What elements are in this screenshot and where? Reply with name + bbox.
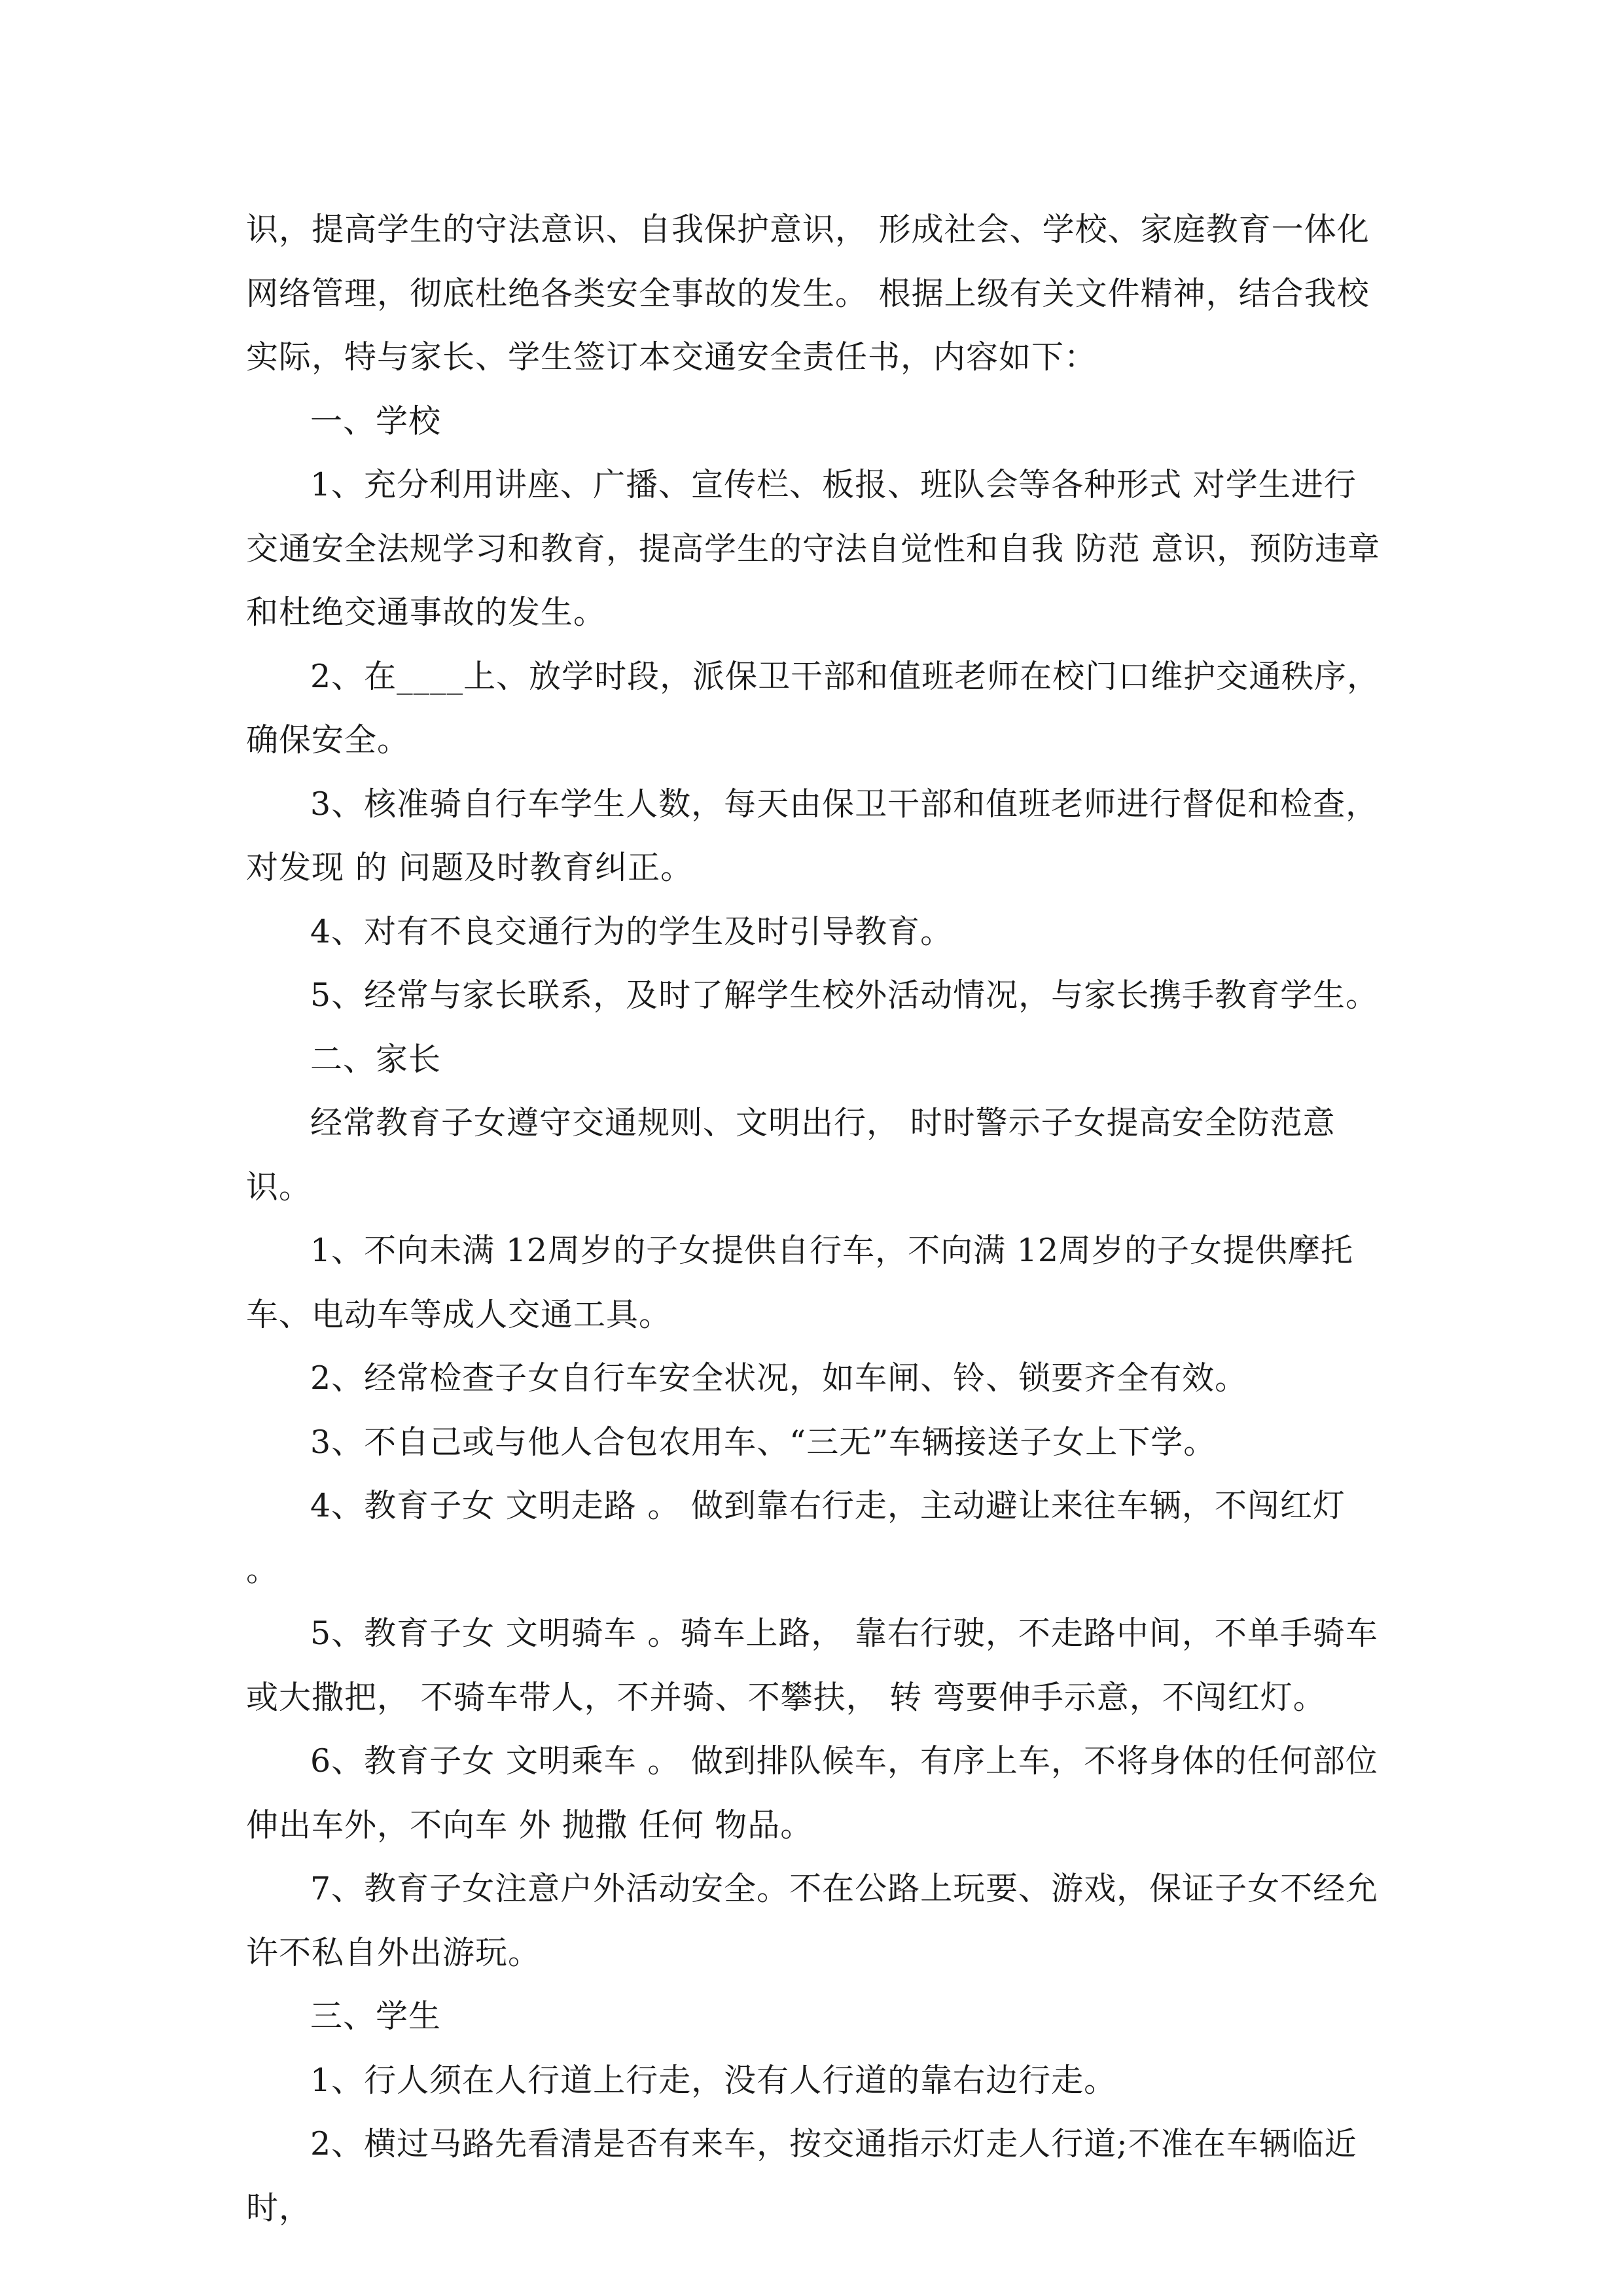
paragraph-school-item-3: 3、核准骑自行车学生人数，每天由保卫干部和值班老师进行督促和检查，对发现 的 问题及时教育纠正。 <box>246 785 1379 886</box>
paragraph-school-item-1: 1、充分利用讲座、广播、宣传栏、板报、班队会等各种形式 对学生进行交通安全法规学习和教育，提高学生的守法自觉性和自我 防范 意识，预防违章和杜绝交通事故的发生。 <box>246 466 1381 631</box>
section-heading-students: 三、学生 <box>310 1998 442 2035</box>
paragraph-school-item-4: 4、对有不良交通行为的学生及时引导教育。 <box>310 912 954 950</box>
paragraph-parents-intro: 经常教育子女遵守交通规则、文明出行， 时时警示子女提高安全防范意识。 <box>246 1104 1336 1206</box>
paragraph-parents-item-7: 7、教育子女注意户外活动安全。不在公路上玩要、游戏，保证子女不经允许不私自外出游玩。 <box>246 1870 1379 1971</box>
paragraph-school-item-5: 5、经常与家长联系，及时了解学生校外活动情况，与家长携手教育学生。 <box>310 977 1379 1014</box>
paragraph-parents-item-1: 1、不向未满 12周岁的子女提供自行车，不向满 12周岁的子女提供摩托车、电动车等成人交通工具。 <box>246 1232 1354 1333</box>
paragraph-parents-item-3: 3、不自己或与他人合包农用车、“三无”车辆接送子女上下学。 <box>310 1423 1217 1461</box>
section-heading-school: 一、学校 <box>310 402 442 440</box>
paragraph-students-item-1: 1、行人须在人行道上行走，没有人行道的靠右边行走。 <box>310 2061 1117 2099</box>
paragraph-parents-item-4: 4、教育子女 文明走路 。 做到靠右行走，主动避让来往车辆，不闯红灯 。 <box>246 1487 1346 1588</box>
paragraph-school-item-2: 2、在____上、放学时段，派保卫干部和值班老师在校门口维护交通秩序，确保安全。 <box>246 657 1380 759</box>
paragraph-parents-item-5: 5、教育子女 文明骑车 。骑车上路， 靠右行驶，不走路中间，不单手骑车或大撒把， 不骑车带人，不并骑、不攀扶， 转 弯要伸手示意，不闯红灯。 <box>246 1615 1378 1716</box>
document-body <box>246 198 1385 2240</box>
paragraph-intro-continuation: 识，提高学生的守法意识、自我保护意识， 形成社会、学校、家庭教育一体化网络管理，彻底杜绝各类安全事故的发生。 根据上级有关文件精神，结合我校实际，特与家长、学生签订本交通安全责任书，内容如下： <box>246 211 1370 376</box>
paragraph-parents-item-2: 2、经常检查子女自行车安全状况，如车闸、铃、锁要齐全有效。 <box>310 1359 1248 1397</box>
paragraph-students-item-2: 2、横过马路先看清是否有来车，按交通指示灯走人行道;不准在车辆临近时， <box>246 2125 1357 2227</box>
section-heading-parents: 二、家长 <box>310 1040 442 1078</box>
paragraph-parents-item-6: 6、教育子女 文明乘车 。 做到排队候车，有序上车，不将身体的任何部位伸出车外，不向车 外 抛撒 任何 物品。 <box>246 1742 1378 1844</box>
